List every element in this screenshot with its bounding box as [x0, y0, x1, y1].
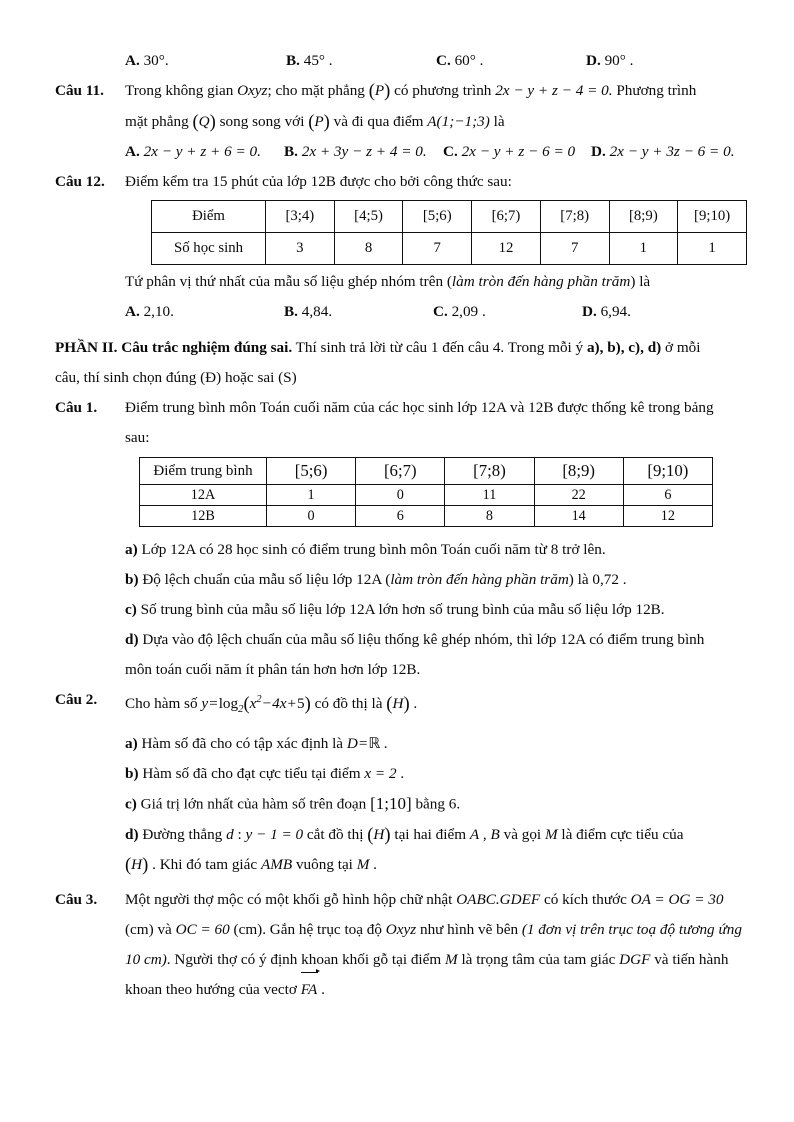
cell-count: 14	[534, 506, 623, 527]
graph-h: H	[392, 695, 404, 713]
option-text: 30°.	[143, 52, 169, 69]
unit-note-cont: 10 cm)	[125, 951, 167, 969]
item-text: Đường thẳng	[138, 825, 227, 843]
question-label: Câu 3.	[55, 891, 98, 909]
text-frag: Trong không gian	[125, 82, 238, 99]
option-d-cau12[interactable]	[582, 297, 631, 327]
cell-interval	[534, 458, 623, 485]
item-text: ) là 0,72 .	[568, 571, 627, 589]
oxyz-symbol: Oxyz	[385, 921, 417, 939]
option-b-prev[interactable]	[286, 46, 333, 76]
option-text: 2x − y + 3z − 6 = 0.	[609, 143, 735, 161]
text-frag: và tiến hành	[650, 951, 729, 969]
plane-p: P	[374, 82, 385, 99]
table-row-so-hoc-sinh	[152, 233, 747, 265]
graph-h: H	[373, 825, 385, 843]
question-label: Câu 11.	[55, 82, 104, 99]
text-frag: Tứ phân vị thứ nhất của mẫu số liệu ghép nhóm trên (	[125, 273, 452, 291]
text-frag: là	[489, 112, 505, 130]
critical-point: x = 2	[364, 765, 397, 783]
option-b-cau12[interactable]	[284, 297, 332, 327]
option-text: 60° .	[454, 52, 484, 69]
option-letter: C.	[433, 303, 448, 321]
unit-note: (1 đơn vị trên trục toạ độ tương ứng	[521, 921, 742, 939]
cell-count: 1	[609, 233, 678, 265]
option-text: 2x + 3y − z + 4 = 0.	[301, 143, 427, 161]
item-text: :	[233, 825, 246, 843]
interval-text: [7;8)	[473, 461, 506, 481]
text-frag: có phương trình	[390, 82, 496, 99]
question-body	[125, 393, 742, 453]
item-marker: b)	[125, 765, 139, 783]
phan-2-item-markers: a), b), c), d)	[586, 339, 662, 357]
option-text: 45° .	[303, 52, 333, 69]
cell-count: 8	[334, 233, 403, 265]
line-equation: y − 1 = 0	[245, 825, 304, 843]
cell-header-label: Điểm	[152, 201, 266, 233]
option-text: 2x − y + z − 6 = 0	[461, 143, 576, 161]
text-frag: Một người thợ mộc có một khối gỗ hình hộp chữ nhật	[125, 891, 457, 909]
cell-count: 8	[445, 506, 534, 527]
p2cau1-item-b	[125, 565, 742, 595]
option-letter: B.	[284, 143, 298, 161]
table-header-row	[140, 458, 713, 485]
option-a-cau11[interactable]	[125, 137, 261, 167]
item-text: và gọi	[499, 825, 545, 843]
text-frag: .	[317, 981, 325, 999]
item-text: Lớp 12A có 28 học sinh có điểm trung bình môn Toán cuối năm từ 8 trở lên.	[137, 541, 606, 559]
vector-label: FA	[300, 981, 318, 999]
p2cau3-line-3	[125, 945, 742, 975]
table-row-diem	[152, 201, 747, 233]
cell-count: 1	[267, 485, 356, 506]
cau11-line-1: Trong không gian Oxyz; cho mặt phẳng (P) có phương trình 2x − y + z − 4 = 0. Phương trình	[125, 80, 697, 102]
item-marker: c)	[125, 795, 137, 813]
point-a: A(1;−1;3)	[427, 112, 490, 130]
table-row-12a	[140, 485, 713, 506]
item-marker: d)	[125, 825, 139, 843]
cell-interval: [8;9)	[609, 201, 678, 233]
cell-count: 6	[623, 485, 712, 506]
cau11-line-2: mặt phẳng (Q) song song với (P) và đi qua điểm A(1;−1;3) là	[125, 111, 505, 133]
text-frag: có kích thước	[540, 891, 631, 909]
question-p2-cau-3	[55, 885, 742, 1005]
question-p2-cau-1	[55, 393, 742, 453]
text-frag: Phương trình	[612, 82, 697, 99]
item-text: cắt đồ thị	[303, 825, 368, 843]
option-letter: D.	[586, 52, 601, 69]
point-m: M	[544, 825, 558, 843]
cell-count: 6	[356, 506, 445, 527]
p2cau1-item-d-line-2: môn toán cuối năm ít phân tán hơn hơn lớp 12B.	[125, 661, 421, 679]
item-text: . Khi đó tam giác	[148, 856, 261, 874]
cell-count: 22	[534, 485, 623, 506]
text-frag: có đồ thị là	[310, 695, 387, 713]
cell-interval: [3;4)	[266, 201, 335, 233]
plane-p: P	[314, 112, 324, 130]
option-letter: D.	[591, 143, 606, 161]
text-frag: (cm) và	[125, 921, 176, 939]
p2cau2-item-a	[125, 729, 742, 759]
p2cau1-item-c	[125, 595, 742, 625]
item-text: Hàm số đã cho có tập xác định là	[137, 735, 347, 753]
p2cau2-item-b	[125, 759, 742, 789]
item-text: .	[379, 735, 388, 753]
interval-text: [9;10)	[647, 461, 689, 481]
option-a-prev[interactable]	[125, 46, 169, 76]
grouped-frequency-table-12b	[151, 200, 747, 265]
interval-text: [5;6)	[294, 461, 328, 481]
p2cau3-line-1	[125, 885, 742, 915]
option-letter: B.	[284, 303, 298, 321]
text-frag: như hình vẽ bên	[416, 921, 522, 939]
p2cau1-item-a	[125, 535, 742, 565]
function-definition: $y=\log_2(x^2-4x+5)$	[201, 694, 311, 716]
option-c-prev[interactable]	[436, 46, 483, 76]
answer-options-cau-11	[55, 137, 742, 167]
cell-count: 12	[472, 233, 541, 265]
rounding-note: làm tròn đến hàng phần trăm	[451, 273, 631, 291]
question-body	[125, 76, 742, 137]
answer-options-previous-question	[55, 46, 742, 76]
item-text: Giá trị lớn nhất của hàm số trên đoạn	[136, 795, 371, 813]
question-body	[125, 167, 742, 197]
cell-interval	[356, 458, 445, 485]
dimension-equation: OA = OG = 30	[630, 891, 724, 909]
item-text: là điểm cực tiểu của	[557, 825, 684, 843]
question-label: Câu 2.	[55, 691, 98, 709]
text-frag: ở mỗi	[661, 339, 701, 357]
text-frag: Thí sinh trả lời từ câu 1 đến câu 4. Trong mỗi ý	[292, 339, 587, 357]
option-letter: B.	[286, 52, 300, 69]
cell-count: 1	[678, 233, 747, 265]
p2cau2-stem: Cho hàm số $y=\log_2(x^2-4x+5)$ có đồ thị là (H) .	[125, 694, 418, 716]
cell-interval	[623, 458, 712, 485]
option-text: 2,09 .	[451, 303, 486, 321]
phan-2-heading-line-1	[55, 333, 742, 363]
interval: [1;10]	[370, 794, 412, 814]
option-text: 6,94.	[600, 303, 631, 321]
cell-interval: [9;10)	[678, 201, 747, 233]
cell-header-label: Điểm trung bình	[140, 458, 267, 485]
cell-interval: [6;7)	[472, 201, 541, 233]
cell-count: 12	[623, 506, 712, 527]
p2cau1-stem-line-1: Điểm trung bình môn Toán cuối năm của các học sinh lớp 12A và 12B được thống kê trong bảng	[125, 399, 714, 417]
option-c-cau12[interactable]	[433, 297, 486, 327]
cell-class-name: 12B	[140, 506, 267, 527]
item-text: Hàm số đã cho đạt cực tiểu tại điểm	[138, 765, 365, 783]
option-letter: C.	[436, 52, 451, 69]
cell-count: 0	[356, 485, 445, 506]
question-label: Câu 12.	[55, 173, 105, 191]
triangle-dgf: DGF	[619, 951, 651, 969]
interval-text: [6;7)	[383, 461, 417, 481]
question-label: Câu 1.	[55, 399, 98, 417]
plane-equation: 2x − y + z − 4 = 0.	[495, 82, 613, 99]
question-body	[125, 885, 742, 1005]
option-text: 90° .	[604, 52, 634, 69]
text-frag: và đi qua điểm	[329, 112, 428, 130]
question-cau-11	[55, 76, 742, 137]
p2cau3-line-2	[125, 915, 742, 945]
point-b: B	[490, 825, 500, 843]
rounding-note: làm tròn đến hàng phần trăm	[390, 571, 569, 589]
text-frag: song song với	[215, 112, 309, 130]
p2cau1-stem-line-2: sau:	[125, 429, 150, 447]
text-frag: (cm). Gắn hệ trục toạ độ	[229, 921, 386, 939]
option-text: 4,84.	[301, 303, 333, 321]
option-text: 2,10.	[143, 303, 174, 321]
solid-name: OABC.GDEF	[456, 891, 541, 909]
item-text: tại hai điểm	[390, 825, 470, 843]
text-frag: Cho hàm số	[125, 695, 202, 713]
question-cau-12	[55, 167, 742, 197]
point-a: A	[469, 825, 480, 843]
item-text: Dựa vào độ lệch chuẩn của mẫu số liệu thống kê ghép nhóm, thì lớp 12A có điểm trung bình	[138, 631, 705, 649]
option-letter: C.	[443, 143, 458, 161]
phan-2-heading: PHẦN II. Câu trắc nghiệm đúng sai.	[55, 339, 293, 357]
p2cau3-line-4	[125, 975, 742, 1005]
table-row-12b	[140, 506, 713, 527]
cell-interval	[267, 458, 356, 485]
option-text: 2x − y + z + 6 = 0.	[143, 143, 261, 161]
cell-count: 7	[403, 233, 472, 265]
graph-h: H	[131, 856, 143, 874]
text-frag: . Người thợ có ý định khoan khối gỗ tại điểm	[166, 951, 445, 969]
item-text: bằng 6.	[411, 795, 461, 813]
cell-interval: [4;5)	[334, 201, 403, 233]
point-m: M	[445, 951, 458, 969]
line-d: d	[226, 825, 234, 843]
cell-count: 7	[540, 233, 609, 265]
p2cau2-item-d: d) Đường thẳng d : y − 1 = 0 cắt đồ thị (H) tại hai điểm A , B và gọi M là điểm cực tiểu của	[125, 824, 684, 846]
text-frag: mặt phẳng	[125, 112, 193, 130]
cell-count: 11	[445, 485, 534, 506]
oxyz-symbol: Oxyz	[237, 82, 268, 99]
option-letter: A.	[125, 303, 140, 321]
text-frag: ) là	[630, 273, 651, 291]
cau12-stem: Điểm kểm tra 15 phút của lớp 12B được cho bởi công thức sau:	[125, 173, 512, 191]
option-a-cau12[interactable]	[125, 297, 174, 327]
option-d-cau11[interactable]	[591, 137, 735, 167]
item-marker: b)	[125, 571, 139, 589]
option-c-cau11[interactable]	[443, 137, 575, 167]
p2cau2-item-d-line-2: (H) . Khi đó tam giác AMB vuông tại M .	[125, 855, 377, 877]
text-frag: .	[409, 695, 418, 713]
class-average-score-table	[139, 457, 713, 527]
p2cau1-item-d	[125, 625, 742, 655]
item-text: .	[396, 765, 405, 783]
item-text: Số trung bình của mẫu số liệu lớp 12A lớn hơn số trung bình của mẫu số liệu lớp 12B.	[136, 601, 665, 619]
plane-q: Q	[198, 112, 210, 130]
option-letter: A.	[125, 143, 140, 161]
phan-2-heading-line-2: câu, thí sinh chọn đúng (Đ) hoặc sai (S)	[55, 369, 297, 387]
vector-fa	[301, 975, 318, 1005]
cell-interval: [7;8)	[540, 201, 609, 233]
text-frag: là trọng tâm của tam giác	[457, 951, 620, 969]
dimension-equation: OC = 60	[175, 921, 230, 939]
point-m: M	[356, 856, 370, 874]
item-text: Độ lệch chuẩn của mẫu số liệu lớp 12A (	[138, 571, 391, 589]
cell-header-label: Số học sinh	[152, 233, 266, 265]
item-text: ,	[479, 825, 491, 843]
answer-options-cau-12	[55, 297, 742, 327]
item-marker: a)	[125, 735, 138, 753]
cell-class-name: 12A	[140, 485, 267, 506]
option-letter: D.	[582, 303, 597, 321]
text-frag: khoan theo hướng của vectơ	[125, 981, 301, 999]
option-b-cau11[interactable]	[284, 137, 427, 167]
item-marker: d)	[125, 631, 139, 649]
p2cau2-item-c	[125, 789, 742, 819]
question-p2-cau-2	[55, 685, 742, 725]
cell-interval	[445, 458, 534, 485]
option-letter: A.	[125, 52, 140, 69]
item-marker: c)	[125, 601, 137, 619]
option-d-prev[interactable]	[586, 46, 633, 76]
text-frag: ; cho mặt phẳng	[267, 82, 369, 99]
interval-text: [8;9)	[562, 461, 595, 481]
item-marker: a)	[125, 541, 138, 559]
item-text: .	[369, 856, 377, 874]
cau12-after-table	[125, 267, 742, 297]
question-body	[125, 685, 742, 725]
cell-count: 0	[267, 506, 356, 527]
cell-interval: [5;6)	[403, 201, 472, 233]
cell-count: 3	[266, 233, 335, 265]
domain-expression: D=ℝ	[347, 735, 380, 752]
item-text: vuông tại	[292, 856, 357, 874]
triangle-amb: AMB	[260, 856, 293, 874]
